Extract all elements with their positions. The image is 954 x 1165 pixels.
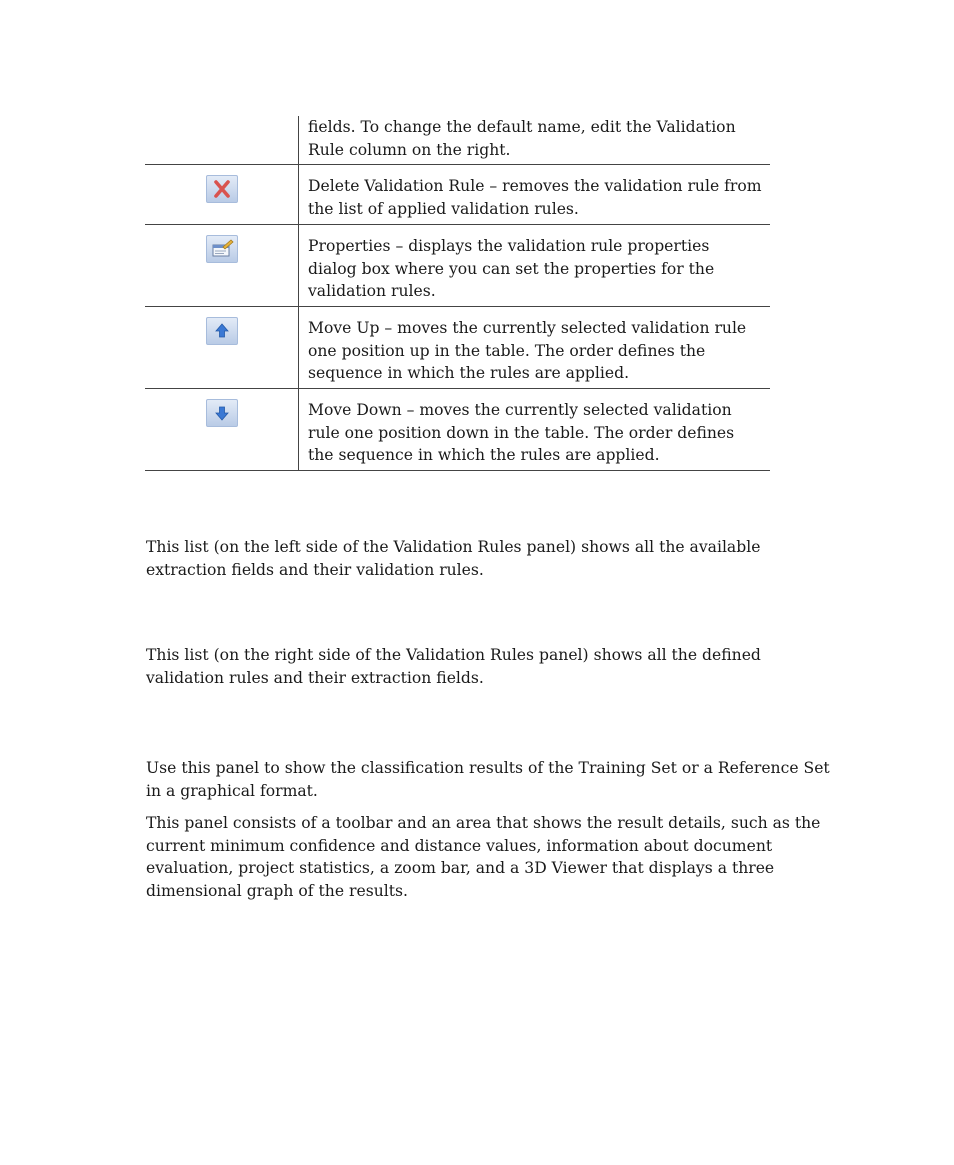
move-up-icon — [206, 317, 238, 345]
icon-cell — [145, 307, 299, 388]
properties-icon — [206, 235, 238, 263]
panel-intro-paragraph: Use this panel to show the classification results of the Training Set or a Reference Set in a graphical format. — [146, 759, 830, 800]
row-description: Properties – displays the validation rule properties dialog box where you can set the properties for the validation rules. — [308, 237, 715, 301]
defined-rules-paragraph: This list (on the right side of the Validation Rules panel) shows all the defined validation rules and their extraction fields. — [146, 646, 761, 687]
row-description: Move Down – moves the currently selected validation rule one position down in the table. The order defines the sequence in which the rules are applied. — [308, 401, 735, 465]
panel-description-paragraph: This panel consists of a toolbar and an area that shows the result details, such as the current minimum confidence and distance values, information about document evaluation, project statistics, a zoom bar, and a 3D Viewer that displays a three dimensional graph of the results. — [146, 814, 821, 900]
icon-cell — [145, 225, 299, 306]
toolbar-description-table — [145, 116, 770, 471]
icon-cell-empty — [145, 116, 299, 164]
icon-cell — [145, 165, 299, 224]
table-row-move-up — [145, 307, 770, 389]
table-row-continued — [145, 116, 770, 165]
row-description: Move Up – moves the currently selected validation rule one position up in the table. The order defines the sequence in which the rules are applied. — [308, 319, 747, 383]
icon-cell — [145, 389, 299, 470]
available-fields-paragraph: This list (on the left side of the Validation Rules panel) shows all the available extraction fields and their validation rules. — [146, 538, 761, 579]
table-row-move-down — [145, 389, 770, 471]
table-row-delete — [145, 165, 770, 225]
move-down-icon — [206, 399, 238, 427]
row-description: Delete Validation Rule – removes the validation rule from the list of applied validation rules. — [308, 177, 762, 218]
row-description: fields. To change the default name, edit the Validation Rule column on the right. — [308, 118, 736, 159]
delete-icon — [206, 175, 238, 203]
table-row-properties — [145, 225, 770, 307]
